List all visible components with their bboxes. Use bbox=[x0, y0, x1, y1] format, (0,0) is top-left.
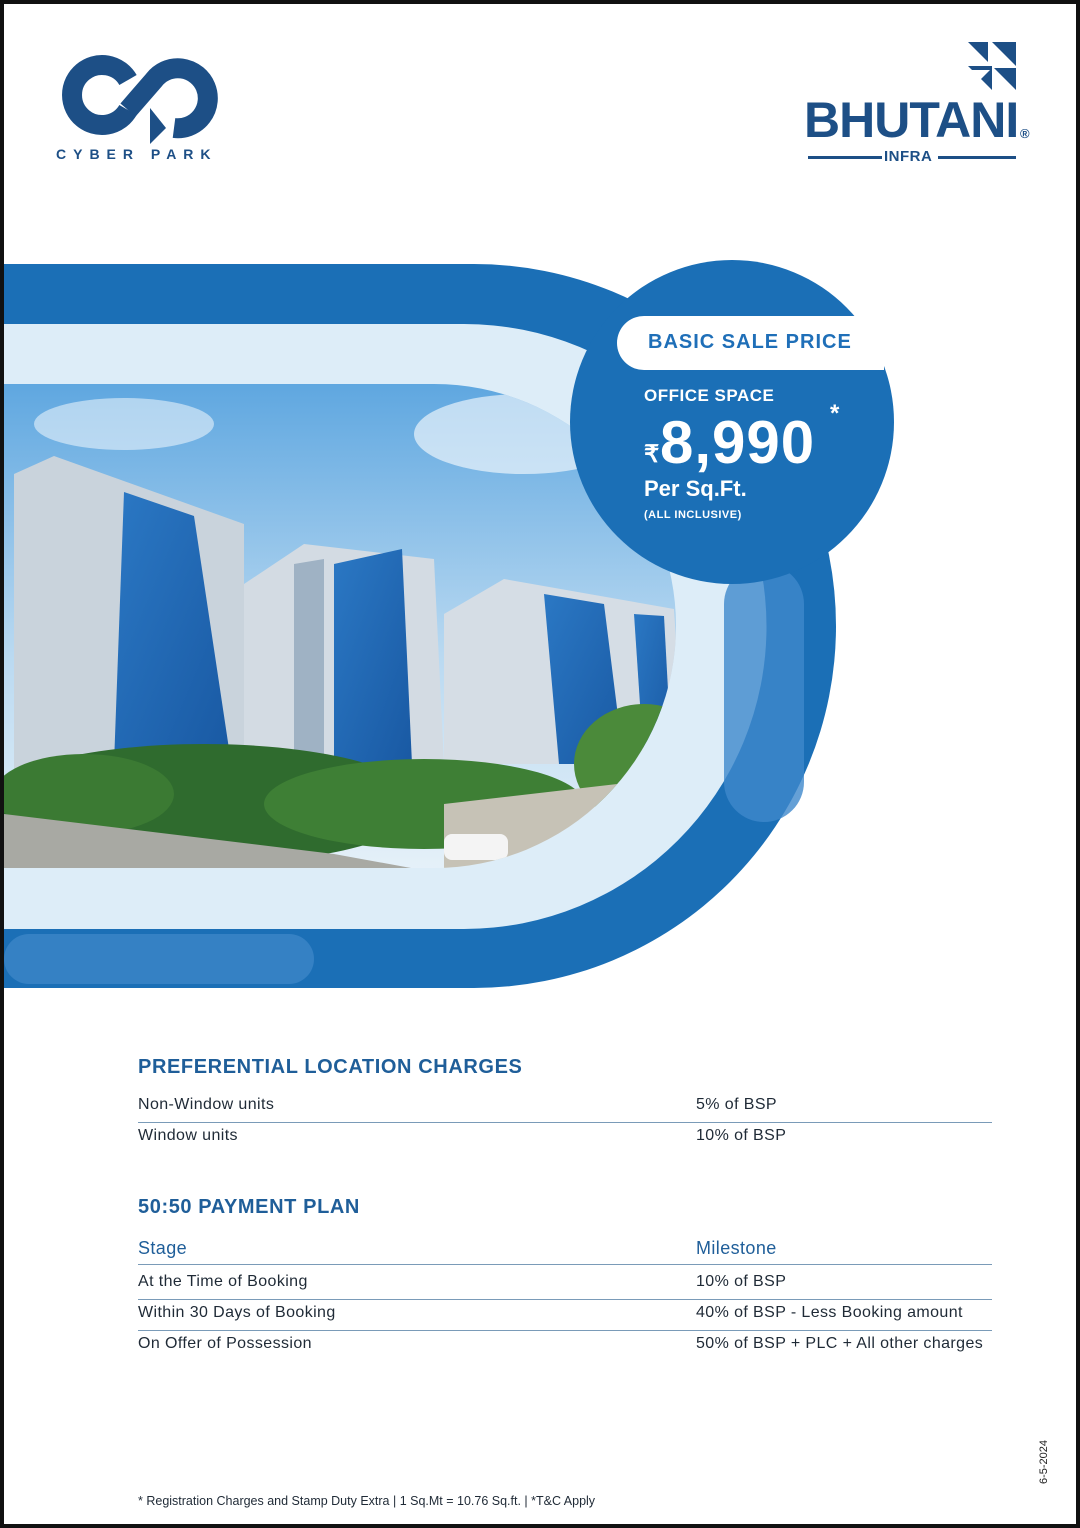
stage: On Offer of Possession bbox=[138, 1335, 312, 1352]
table-row bbox=[138, 1092, 992, 1123]
plc-value: 5% of BSP bbox=[696, 1096, 777, 1113]
header-stage: Stage bbox=[138, 1238, 188, 1258]
date-stamp: 6-5-2024 bbox=[1038, 1439, 1050, 1484]
table-header bbox=[138, 1234, 992, 1265]
price-value: 8,990 bbox=[660, 409, 816, 476]
header-milestone: Milestone bbox=[696, 1238, 777, 1258]
milestone: 10% of BSP bbox=[696, 1273, 787, 1290]
table-row bbox=[138, 1123, 992, 1153]
bhutani-infra-subtitle: INFRA bbox=[884, 148, 933, 165]
milestone: 40% of BSP - Less Booking amount bbox=[696, 1304, 963, 1321]
plc-item: Window units bbox=[138, 1127, 238, 1144]
rupee-icon: ₹ bbox=[644, 441, 660, 468]
table-row bbox=[138, 1300, 992, 1331]
table-row bbox=[138, 1269, 992, 1300]
basic-sale-price-label: BASIC SALE PRICE bbox=[648, 331, 852, 353]
payment-plan-title: 50:50 PAYMENT PLAN bbox=[138, 1196, 360, 1218]
cyber-park-wordmark: CYBER PARK bbox=[56, 146, 218, 162]
price-note: (ALL INCLUSIVE) bbox=[644, 509, 742, 521]
milestone: 50% of BSP + PLC + All other charges bbox=[696, 1335, 984, 1352]
footnote: * Registration Charges and Stamp Duty Extra | 1 Sq.Mt = 10.76 Sq.ft. | *T&C Apply bbox=[138, 1494, 596, 1508]
registered-mark: ® bbox=[1020, 126, 1030, 141]
table-row bbox=[138, 1331, 992, 1361]
stage: At the Time of Booking bbox=[138, 1273, 308, 1290]
stage: Within 30 Days of Booking bbox=[138, 1304, 336, 1321]
plc-item: Non-Window units bbox=[138, 1096, 275, 1113]
price-unit: Per Sq.Ft. bbox=[644, 476, 747, 501]
bhutani-wordmark: BHUTANI bbox=[804, 92, 1019, 148]
plc-title: PREFERENTIAL LOCATION CHARGES bbox=[138, 1056, 523, 1078]
plc-value: 10% of BSP bbox=[696, 1127, 787, 1144]
price-asterisk: * bbox=[830, 400, 840, 427]
product-type: OFFICE SPACE bbox=[644, 386, 775, 405]
hero-graphic bbox=[4, 4, 1076, 1004]
